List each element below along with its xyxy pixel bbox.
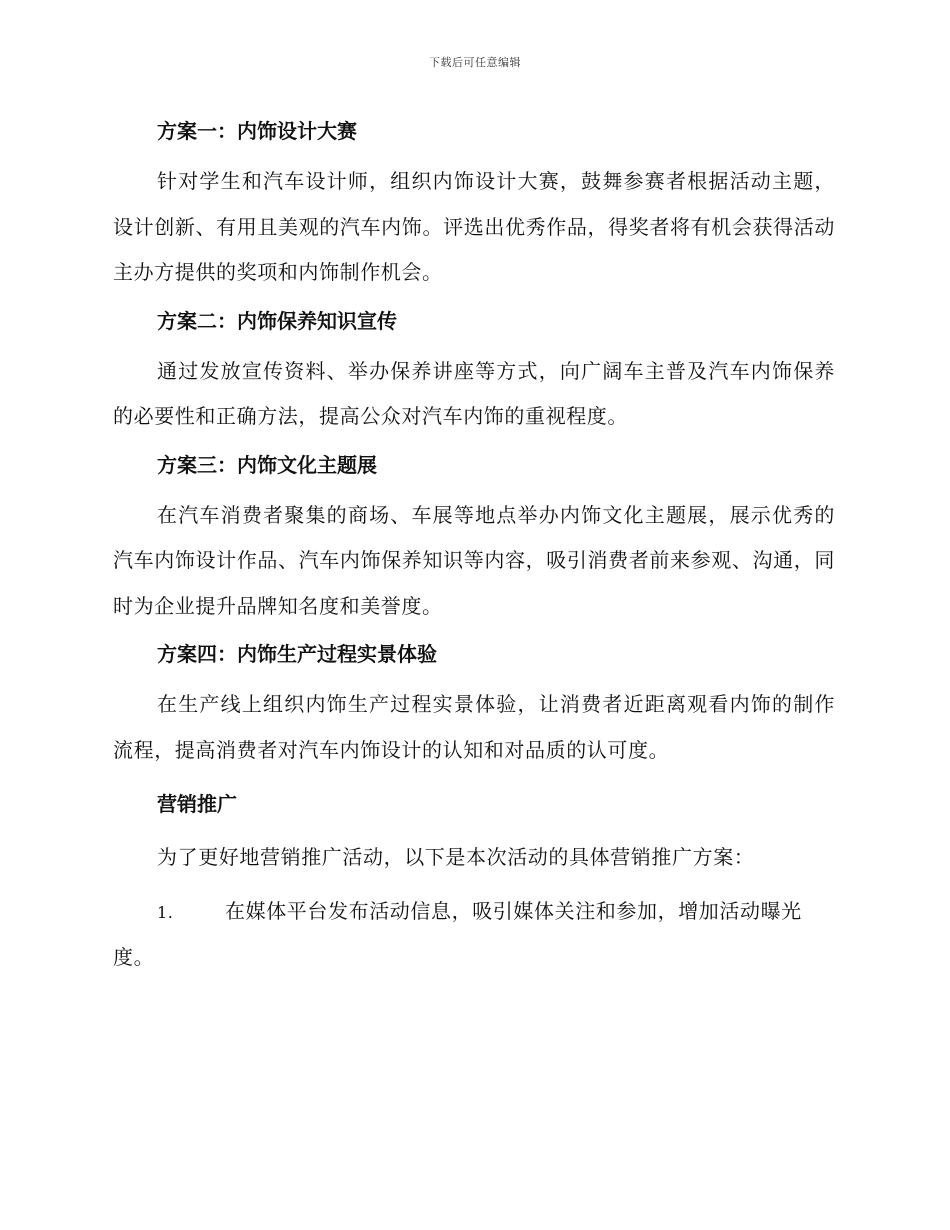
section-heading: 方案二：内饰保养知识宣传 — [157, 308, 397, 333]
header-note: 下载后可任意编辑 — [429, 56, 521, 69]
section-heading: 方案三：内饰文化主题展 — [157, 452, 377, 477]
list-item — [113, 889, 835, 981]
marketing-intro: 为了更好地营销推广活动，以下是本次活动的具体营销推广方案： — [157, 845, 755, 869]
section-3 — [113, 442, 835, 630]
document-body — [113, 108, 835, 981]
section-heading: 方案一：内饰设计大赛 — [157, 119, 357, 143]
section-heading: 方案四：内饰生产过程实景体验 — [157, 642, 437, 666]
list-item-text: 在媒体平台发布活动信息，吸引媒体关注和参加，增加活动曝光度。 — [113, 898, 802, 969]
section-1 — [113, 108, 835, 296]
marketing-heading: 营销推广 — [157, 792, 237, 816]
section-paragraph: 在汽车消费者聚集的商场、车展等地点举办内饰文化主题展，展示优秀的汽车内饰设计作品、汽车内饰保养知识等内容，吸引消费者前来参观、沟通，同时为企业提升品牌知名度和美誉度。 — [113, 502, 835, 618]
section-paragraph: 针对学生和汽车设计师，组织内饰设计大赛，鼓舞参赛者根据活动主题，设计创新、有用且美观的汽车内饰。评选出优秀作品，得奖者将有机会获得活动主办方提供的奖项和内饰制作机会。 — [113, 169, 835, 284]
section-2 — [113, 298, 835, 440]
section-4 — [113, 631, 835, 773]
marketing-section — [113, 781, 835, 981]
section-paragraph: 在生产线上组织内饰生产过程实景体验，让消费者近距离观看内饰的制作流程，提高消费者对汽车内饰设计的认知和对品质的认可度。 — [113, 692, 835, 762]
section-paragraph: 通过发放宣传资料、举办保养讲座等方式，向广阔车主普及汽车内饰保养的必要性和正确方法，提高公众对汽车内饰的重视程度。 — [113, 358, 835, 428]
list-item-number: 1. — [157, 902, 174, 922]
